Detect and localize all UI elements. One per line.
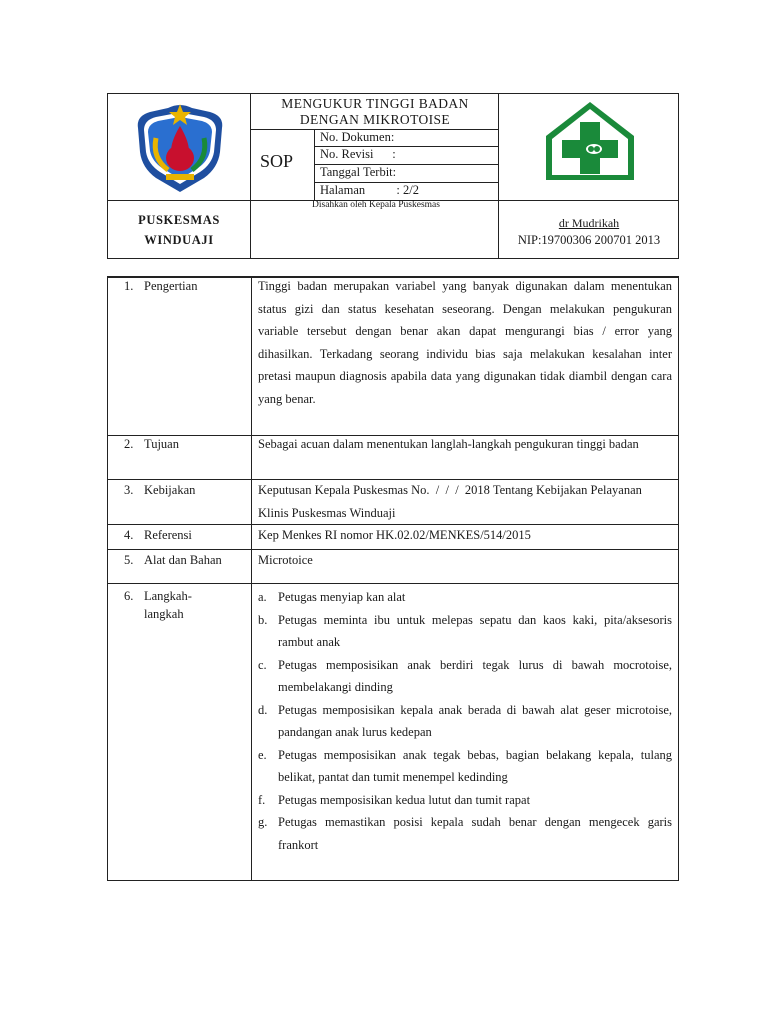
list-item bbox=[258, 654, 672, 699]
step-text: Petugas memposisikan anak tegak bebas, bagian belakang kepala, tulang belikat, pantat dan tumit menempel kedinding bbox=[278, 747, 672, 784]
row-text: Sebagai acuan dalam menentukan langlah-langkah pengukuran tinggi badan bbox=[258, 437, 639, 451]
tanggal-terbit: Tanggal Terbit: bbox=[320, 165, 397, 179]
step-text: Petugas memposisikan kepala anak berada di bawah alat geser microtoise, pandangan anak lurus kedepan bbox=[278, 702, 672, 739]
regency-emblem-logo bbox=[128, 98, 232, 196]
step-letter: g. bbox=[258, 815, 268, 829]
row-label bbox=[124, 479, 195, 501]
row-text: Tinggi badan merupakan variabel yang banyak digunakan dalam menentukan status gizi dan status kesehatan seseorang. Dengan melakukan pengukuran variable tersebut dengan benar akan dapat mengurangi bias / error yang dihasilkan. Terkadang seorang individu bias saja melakukan kesalahan inter pretasi maupun diagnosis apabila data yang digunakan tidak diambil dengan cara yang benar. bbox=[258, 279, 672, 406]
row-number: 1. bbox=[124, 279, 134, 293]
step-letter: f. bbox=[258, 792, 266, 807]
row-text: Kep Menkes RI nomor HK.02.02/MENKES/514/2015 bbox=[258, 528, 531, 542]
steps-list bbox=[258, 586, 672, 856]
table-row-langkah bbox=[108, 583, 678, 881]
row-title: Tujuan bbox=[144, 437, 179, 451]
sop-header bbox=[107, 93, 679, 259]
row-label bbox=[124, 587, 192, 623]
org-line-2: WINDUAJI bbox=[144, 233, 214, 247]
row-number: 6. bbox=[124, 589, 134, 603]
step-letter: a. bbox=[258, 590, 267, 604]
step-letter: c. bbox=[258, 657, 267, 672]
step-text: Petugas meminta ibu untuk melepas sepatu dan kaos kaki, pita/aksesoris rambut anak bbox=[278, 612, 672, 649]
sop-content-table bbox=[107, 276, 679, 881]
table-row-pengertian bbox=[108, 277, 678, 436]
list-item bbox=[258, 586, 672, 609]
row-label bbox=[124, 524, 192, 546]
list-item bbox=[258, 609, 672, 654]
list-item bbox=[258, 744, 672, 789]
row-title-line-2: langkah bbox=[144, 607, 184, 621]
row-title: Kebijakan bbox=[144, 483, 196, 497]
row-label bbox=[124, 433, 179, 455]
row-number: 4. bbox=[124, 528, 134, 542]
step-letter: b. bbox=[258, 612, 268, 627]
row-title: Referensi bbox=[144, 528, 192, 542]
row-number: 3. bbox=[124, 483, 134, 497]
signer-name: dr Mudrikah bbox=[558, 216, 620, 230]
halaman: Halaman : 2/2 bbox=[320, 183, 419, 197]
table-row-kebijakan bbox=[108, 479, 678, 525]
table-row-alat-bahan bbox=[108, 549, 678, 584]
health-cross-logo bbox=[542, 98, 638, 184]
list-item bbox=[258, 789, 672, 812]
step-text: Petugas memastikan posisi kepala sudah benar dengan mengecek garis frankort bbox=[278, 815, 672, 852]
list-item bbox=[258, 699, 672, 744]
step-text: Petugas memposisikan anak berdiri tegak lurus di bawah mocrotoise, membelakangi dinding bbox=[278, 657, 672, 694]
sop-label: SOP bbox=[260, 151, 294, 171]
row-label bbox=[124, 275, 197, 297]
step-letter: e. bbox=[258, 747, 267, 762]
org-line-1: PUSKESMAS bbox=[138, 213, 220, 227]
signer-nip: NIP:19700306 200701 2013 bbox=[517, 233, 661, 247]
organization-name bbox=[108, 210, 250, 250]
list-item bbox=[258, 811, 672, 856]
row-title bbox=[144, 587, 192, 623]
row-text: Keputusan Kepala Puskesmas No. / / / 2018 Tentang Kebijakan Pelayanan Klinis Puskesmas Winduaji bbox=[258, 483, 646, 520]
title-line-1: MENGUKUR TINGGI BADAN bbox=[281, 96, 469, 111]
row-label bbox=[124, 549, 222, 571]
table-row-referensi bbox=[108, 524, 678, 550]
approval-note: Disahkan oleh Kepala Puskesmas bbox=[312, 200, 440, 210]
row-title: Pengertian bbox=[144, 279, 198, 293]
step-text: Petugas memposisikan kedua lutut dan tumit rapat bbox=[278, 792, 531, 807]
step-text: Petugas menyiap kan alat bbox=[278, 590, 406, 604]
row-title: Alat dan Bahan bbox=[144, 553, 222, 567]
document-title bbox=[252, 96, 498, 128]
no-revisi: No. Revisi : bbox=[320, 147, 396, 161]
no-dokumen: No. Dokumen: bbox=[320, 130, 395, 144]
row-number: 2. bbox=[124, 437, 134, 451]
row-title-line-1: Langkah- bbox=[144, 589, 192, 603]
table-row-tujuan bbox=[108, 435, 678, 480]
row-text: Microtoice bbox=[258, 553, 313, 567]
title-line-2: DENGAN MIKROTOISE bbox=[299, 112, 451, 127]
row-number: 5. bbox=[124, 553, 134, 567]
step-letter: d. bbox=[258, 702, 268, 717]
